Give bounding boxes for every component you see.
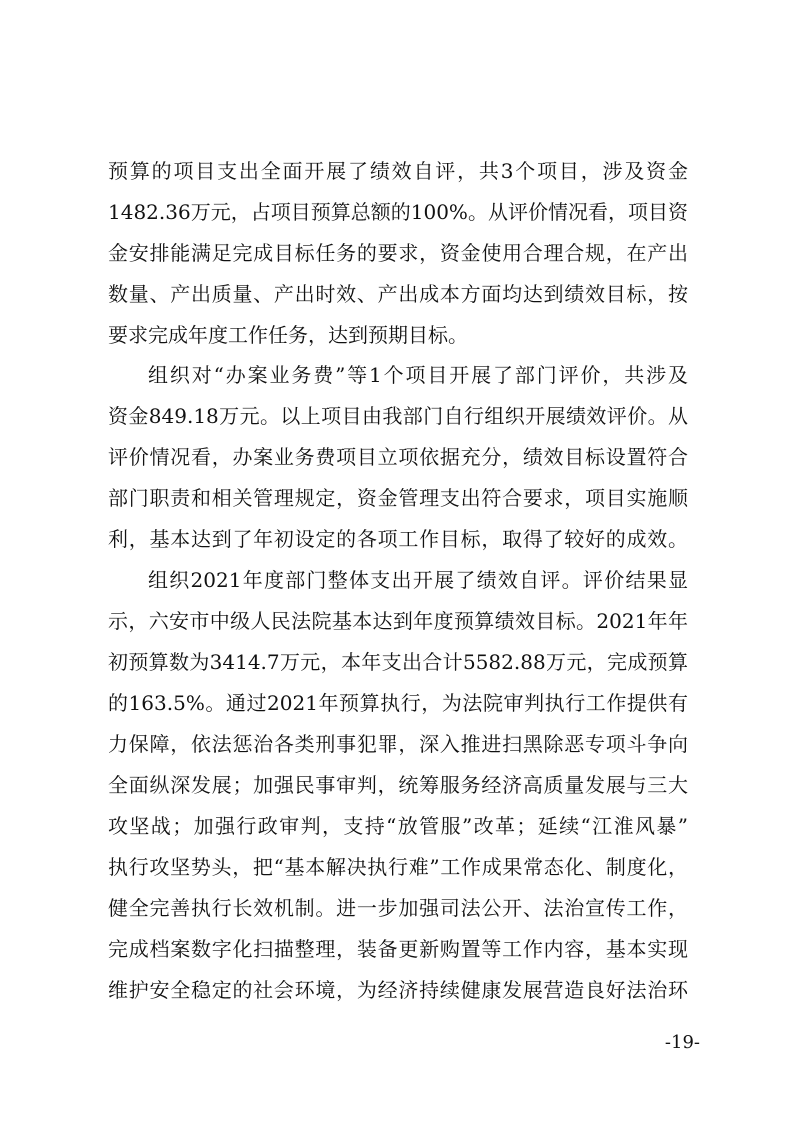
paragraph-2-line-4: 部门职责和相关管理规定，资金管理支出符合要求，项目实施顺 — [108, 486, 688, 510]
paragraph-3-line-9: 健全完善执行长效机制。进一步加强司法公开、法治宣传工作， — [108, 896, 688, 920]
paragraph-2-line-5: 利，基本达到了年初设定的各项工作目标，取得了较好的成效。 — [108, 527, 688, 551]
paragraph-1-line-1: 预算的项目支出全面开展了绩效自评，共3个项目，涉及资金 — [108, 159, 688, 183]
paragraph-1-line-5: 要求完成年度工作任务，达到预期目标。 — [108, 323, 468, 347]
paragraph-3-line-11: 维护安全稳定的社会环境，为经济持续健康发展营造良好法治环 — [108, 978, 688, 1002]
paragraph-2-line-3: 评价情况看，办案业务费项目立项依据充分，绩效目标设置符合 — [108, 445, 688, 469]
paragraph-1-line-3: 金安排能满足完成目标任务的要求，资金使用合理合规，在产出 — [108, 241, 688, 265]
paragraph-1-line-4: 数量、产出质量、产出时效、产出成本方面均达到绩效目标，按 — [108, 282, 688, 306]
page-number: -19- — [664, 1032, 700, 1053]
paragraph-2-line-1: 组织对“办案业务费”等1个项目开展了部门评价，共涉及 — [148, 363, 688, 387]
paragraph-3-line-6: 全面纵深发展；加强民事审判，统筹服务经济高质量发展与三大 — [108, 773, 688, 797]
paragraph-3-line-8: 执行攻坚势头，把“基本解决执行难”工作成果常态化、制度化， — [108, 855, 688, 879]
paragraph-3-line-7: 攻坚战；加强行政审判，支持“放管服”改革；延续“江淮风暴” — [108, 814, 688, 838]
paragraph-1-line-2: 1482.36万元，占项目预算总额的100%。从评价情况看，项目资 — [108, 200, 688, 224]
paragraph-3-line-4: 的163.5%。通过2021年预算执行，为法院审判执行工作提供有 — [108, 691, 688, 715]
paragraph-3-line-5: 力保障，依法惩治各类刑事犯罪，深入推进扫黑除恶专项斗争向 — [108, 732, 688, 756]
paragraph-3-line-10: 完成档案数字化扫描整理，装备更新购置等工作内容，基本实现 — [108, 937, 688, 961]
paragraph-3-line-1: 组织2021年度部门整体支出开展了绩效自评。评价结果显 — [148, 568, 688, 592]
paragraph-3-line-3: 初预算数为3414.7万元，本年支出合计5582.88万元，完成预算 — [108, 650, 688, 674]
paragraph-3-line-2: 示，六安市中级人民法院基本达到年度预算绩效目标。2021年年 — [108, 609, 688, 633]
paragraph-2-line-2: 资金849.18万元。以上项目由我部门自行组织开展绩效评价。从 — [108, 404, 688, 428]
